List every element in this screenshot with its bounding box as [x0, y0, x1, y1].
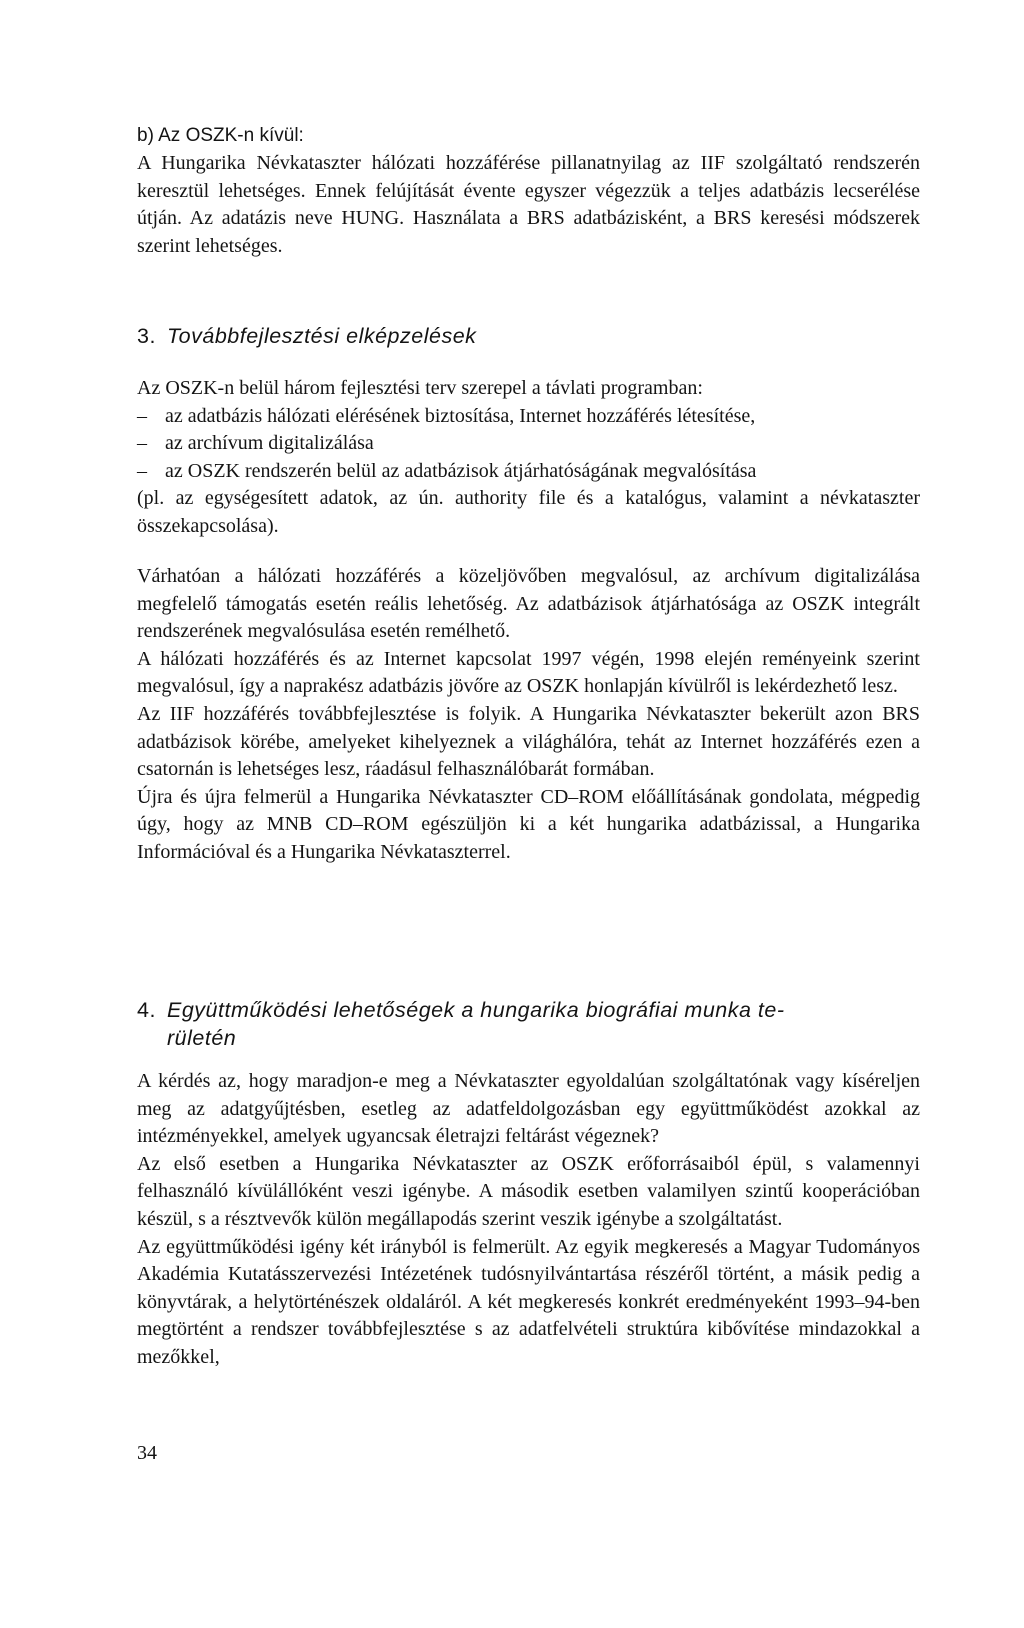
section-3-list-block: [137, 375, 920, 541]
paragraph: Várhatóan a hálózati hozzáférés a közeljövőben megvalósul, az archívum digitalizálása megfelelő támogatás esetén reális lehetőség. Az adatbázisok átjárhatósága az OSZK integrált rendszerének megvalósulása esetén remélhető.: [137, 565, 920, 643]
paragraph: Az együttműködési igény két irányból is felmerült. Az egyik megkeresés a Magyar Tudományos Akadémia Kutatásszervezési Intézetének tudósnyilvántartása részéről történt, a másik pedig a könyvtárak, a helytörténészek oldaláról. A két megkeresés konkrét eredményeként 1993–94-ben megtörtént a rendszer továbbfejlesztése s az adatfelvételi struktúra kibővítése mindazokkal a mezőkkel,: [137, 1235, 920, 1368]
development-plan-list: [137, 403, 920, 486]
paragraph: Az IIF hozzáférés továbbfejlesztése is folyik. A Hungarika Névkataszter bekerült azon BRS adatbázisok körébe, amelyeket kihelyeznek a világhálóra, tehát az Internet hozzáférés ezen a csatornán is lehetséges lesz, ráadásul felhasználóbarát formában.: [137, 702, 920, 781]
section-4-title-line1: Együttműködési lehetőségek a hungarika biográfiai munka te-: [167, 998, 785, 1022]
list-item: – az archívum digitalizálása: [137, 430, 920, 458]
section-3-title: Továbbfejlesztési elképzelések: [167, 324, 477, 348]
section-4-title-line2: rületén: [167, 1026, 237, 1050]
paragraph: Az első esetben a Hungarika Névkataszter az OSZK erőforrásaiból épül, s valamennyi felhasználó kívülállóként veszi igénybe. A második esetben valamilyen szintű kooperációban készül, s a résztvevők külön megállapodás szerint veszik igénybe a szolgáltatást.: [137, 1152, 920, 1230]
page-number: 34: [137, 1442, 157, 1464]
paragraph: Újra és újra felmerül a Hungarika Névkataszter CD–ROM előállításának gondolata, mégpedig úgy, hogy az MNB CD–ROM egészüljön ki a két hungarika adatbázissal, a Hungarika Információval és a Hungarika Névkataszterrel.: [137, 785, 920, 863]
list-item: – az adatbázis hálózati elérésének biztosítása, Internet hozzáférés létesítése,: [137, 403, 920, 431]
section-4-paragraphs: [137, 1068, 920, 1372]
section-4-heading: [137, 996, 785, 1052]
section-3-intro: Az OSZK-n belül három fejlesztési terv szerepel a távlati programban:: [137, 377, 703, 399]
section-b-title: b) Az OSZK-n kívül:: [137, 125, 304, 146]
section-3-number: 3.: [137, 324, 156, 348]
paragraph: A hálózati hozzáférés és az Internet kapcsolat 1997 végén, 1998 elején reményeink szerint megvalósul, így a naprakész adatbázis jövőre az OSZK honlapján kívülről is lekérdezhető lesz.: [137, 647, 920, 698]
section-3-paragraphs: [137, 563, 920, 867]
section-4-number: 4.: [137, 998, 156, 1022]
section-3-heading: [137, 322, 476, 350]
list-item: – az OSZK rendszerén belül az adatbázisok átjárhatóságának megvalósítása: [137, 458, 920, 486]
section-3-continuation: (pl. az egységesített adatok, az ún. authority file és a katalógus, valamint a névkataszter összekapcsolása).: [137, 487, 920, 537]
section-b-paragraph: A Hungarika Névkataszter hálózati hozzáférése pillanatnyilag az IIF szolgáltató rendszerén keresztül lehetséges. Ennek felújítását évente egyszer végezzük a teljes adatbázis lecserélése útján. Az adatázis neve HUNG. Használata a BRS adatbázisként, a BRS keresési módszerek szerint lehetséges.: [137, 152, 920, 257]
paragraph: A kérdés az, hogy maradjon-e meg a Névkataszter egyoldalúan szolgáltatónak vagy kíséreljen meg az adatgyűjtésben, esetleg az adatfeldolgozásban egy együttműködést azokkal az intézményekkel, amelyek ugyancsak életrajzi feltárást végeznek?: [137, 1070, 920, 1148]
